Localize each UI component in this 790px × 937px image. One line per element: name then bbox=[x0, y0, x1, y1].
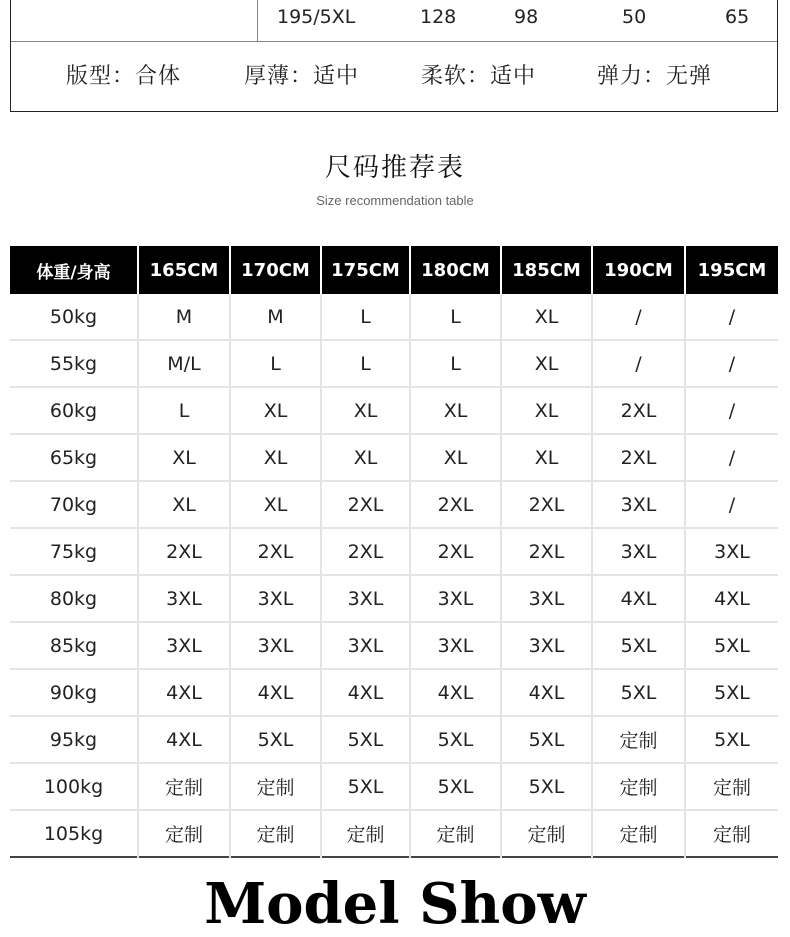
size-cell: 2XL bbox=[138, 528, 230, 575]
size-cell: XL bbox=[230, 387, 321, 434]
model-show-heading: Model Show bbox=[204, 871, 586, 937]
header-height-175cm: 175CM bbox=[321, 246, 410, 294]
size-cell: XL bbox=[138, 434, 230, 481]
fabric-properties bbox=[11, 42, 777, 111]
fit-property: 版型：合体 bbox=[66, 64, 182, 89]
size-cell: XL bbox=[138, 481, 230, 528]
size-cell: L bbox=[138, 387, 230, 434]
size-cell: 2XL bbox=[321, 528, 410, 575]
size-cell: L bbox=[230, 340, 321, 387]
elasticity-property: 弹力：无弹 bbox=[597, 64, 713, 89]
size-cell: 3XL bbox=[230, 575, 321, 622]
table-row bbox=[10, 340, 778, 387]
weight-cell: 60kg bbox=[10, 387, 138, 434]
table-row bbox=[10, 810, 778, 857]
weight-cell: 105kg bbox=[43, 822, 104, 845]
weight-cell: 75kg bbox=[10, 528, 138, 575]
size-cell: 2XL bbox=[230, 528, 321, 575]
size-cell: XL bbox=[501, 294, 592, 340]
size-cell: 4XL bbox=[685, 575, 778, 622]
size-cell: 4XL bbox=[501, 669, 592, 716]
size-cell: 3XL bbox=[321, 575, 410, 622]
size-cell: 5XL bbox=[685, 716, 778, 763]
size-cell: 定制 bbox=[230, 810, 321, 857]
size-recommendation-table bbox=[10, 246, 778, 858]
size-cell: XL bbox=[410, 387, 501, 434]
size-cell: 5XL bbox=[321, 763, 410, 810]
table-row bbox=[10, 387, 778, 434]
table-row bbox=[10, 575, 778, 622]
size-cell: / bbox=[592, 294, 685, 340]
size-cell: 5XL bbox=[321, 716, 410, 763]
size-cell: M bbox=[138, 294, 230, 340]
size-cell: 定制 bbox=[230, 763, 321, 810]
size-cell: 3XL bbox=[321, 622, 410, 669]
table-row bbox=[10, 528, 778, 575]
size-cell: 98 bbox=[514, 6, 539, 28]
size-cell: 3XL bbox=[592, 481, 685, 528]
size-cell: XL bbox=[230, 481, 321, 528]
weight-cell: 100kg bbox=[10, 763, 138, 810]
header-weight-height: 体重/身高 bbox=[10, 246, 138, 294]
weight-cell: 55kg bbox=[10, 340, 138, 387]
size-cell: 3XL bbox=[592, 528, 685, 575]
size-cell: 3XL bbox=[501, 622, 592, 669]
size-cell: 5XL bbox=[592, 622, 685, 669]
size-cell: 3XL bbox=[501, 575, 592, 622]
size-cell: 2XL bbox=[592, 434, 685, 481]
size-cell: 定制 bbox=[592, 716, 685, 763]
weight-cell: 70kg bbox=[10, 481, 138, 528]
softness-property: 柔软：适中 bbox=[421, 64, 537, 89]
size-cell: 定制 bbox=[321, 810, 410, 857]
thickness-property: 厚薄：适中 bbox=[244, 64, 360, 89]
size-cell: L bbox=[410, 340, 501, 387]
size-cell: 2XL bbox=[501, 481, 592, 528]
size-cell: 50 bbox=[622, 6, 647, 28]
size-table-tail bbox=[10, 0, 778, 112]
size-cell: M bbox=[230, 294, 321, 340]
size-cell: XL bbox=[501, 387, 592, 434]
size-cell: 5XL bbox=[230, 716, 321, 763]
size-cell: 4XL bbox=[138, 716, 230, 763]
size-cell: 5XL bbox=[501, 763, 592, 810]
size-cell: / bbox=[685, 387, 778, 434]
table-row bbox=[10, 434, 778, 481]
size-cell: 5XL bbox=[501, 716, 592, 763]
size-cell: 195/5XL bbox=[277, 6, 356, 28]
size-cell: 4XL bbox=[138, 669, 230, 716]
table-header-row bbox=[10, 246, 778, 294]
size-cell: M/L bbox=[138, 340, 230, 387]
size-cell: 定制 bbox=[685, 810, 778, 857]
size-cell: 2XL bbox=[592, 387, 685, 434]
table-row bbox=[10, 763, 778, 810]
table-row bbox=[10, 294, 778, 340]
table-row bbox=[10, 716, 778, 763]
size-cell: 2XL bbox=[501, 528, 592, 575]
table-row bbox=[10, 669, 778, 716]
recommendation-subtitle: Size recommendation table bbox=[316, 193, 474, 208]
size-cell: / bbox=[685, 294, 778, 340]
column-divider bbox=[257, 0, 258, 42]
size-cell: L bbox=[410, 294, 501, 340]
size-cell: 65 bbox=[725, 6, 750, 28]
size-cell: XL bbox=[230, 434, 321, 481]
size-cell: 3XL bbox=[685, 528, 778, 575]
size-cell: 定制 bbox=[410, 810, 501, 857]
weight-cell: 95kg bbox=[10, 716, 138, 763]
size-cell: 定制 bbox=[685, 763, 778, 810]
size-cell: 4XL bbox=[410, 669, 501, 716]
size-cell: 5XL bbox=[685, 669, 778, 716]
size-cell: XL bbox=[321, 434, 410, 481]
size-cell: 3XL bbox=[138, 575, 230, 622]
size-cell: 4XL bbox=[230, 669, 321, 716]
size-cell: 定制 bbox=[592, 763, 685, 810]
size-cell: 定制 bbox=[501, 810, 592, 857]
size-cell: XL bbox=[501, 434, 592, 481]
size-cell: 2XL bbox=[321, 481, 410, 528]
size-cell: / bbox=[685, 481, 778, 528]
header-height-180cm: 180CM bbox=[410, 246, 501, 294]
size-cell: 5XL bbox=[410, 763, 501, 810]
size-cell: 2XL bbox=[410, 528, 501, 575]
size-cell: 3XL bbox=[410, 575, 501, 622]
weight-cell: 90kg bbox=[10, 669, 138, 716]
size-cell: / bbox=[685, 434, 778, 481]
size-cell: XL bbox=[410, 434, 501, 481]
size-cell: 5XL bbox=[592, 669, 685, 716]
size-cell: 3XL bbox=[230, 622, 321, 669]
table-row bbox=[10, 622, 778, 669]
table-row bbox=[10, 481, 778, 528]
size-cell: 3XL bbox=[410, 622, 501, 669]
header-height-190cm: 190CM bbox=[592, 246, 685, 294]
weight-cell: 65kg bbox=[10, 434, 138, 481]
size-cell: 5XL bbox=[410, 716, 501, 763]
size-table-last-row bbox=[11, 0, 777, 42]
size-cell: 5XL bbox=[685, 622, 778, 669]
header-height-170cm: 170CM bbox=[230, 246, 321, 294]
size-cell: L bbox=[321, 340, 410, 387]
weight-cell: 80kg bbox=[10, 575, 138, 622]
size-cell: / bbox=[685, 340, 778, 387]
weight-cell: 50kg bbox=[10, 294, 138, 340]
header-height-195cm: 195CM bbox=[685, 246, 778, 294]
size-cell: 3XL bbox=[138, 622, 230, 669]
size-cell: 定制 bbox=[592, 810, 685, 857]
size-cell: 定制 bbox=[138, 810, 230, 857]
size-cell: 128 bbox=[420, 6, 457, 28]
recommendation-title: 尺码推荐表 bbox=[324, 153, 465, 183]
size-cell: 4XL bbox=[592, 575, 685, 622]
size-cell: 4XL bbox=[321, 669, 410, 716]
header-height-165cm: 165CM bbox=[138, 246, 230, 294]
size-cell: / bbox=[592, 340, 685, 387]
header-height-185cm: 185CM bbox=[501, 246, 592, 294]
size-cell: XL bbox=[501, 340, 592, 387]
size-cell: L bbox=[321, 294, 410, 340]
size-cell: 定制 bbox=[138, 763, 230, 810]
size-cell: 2XL bbox=[410, 481, 501, 528]
weight-cell: 85kg bbox=[10, 622, 138, 669]
size-cell: XL bbox=[321, 387, 410, 434]
